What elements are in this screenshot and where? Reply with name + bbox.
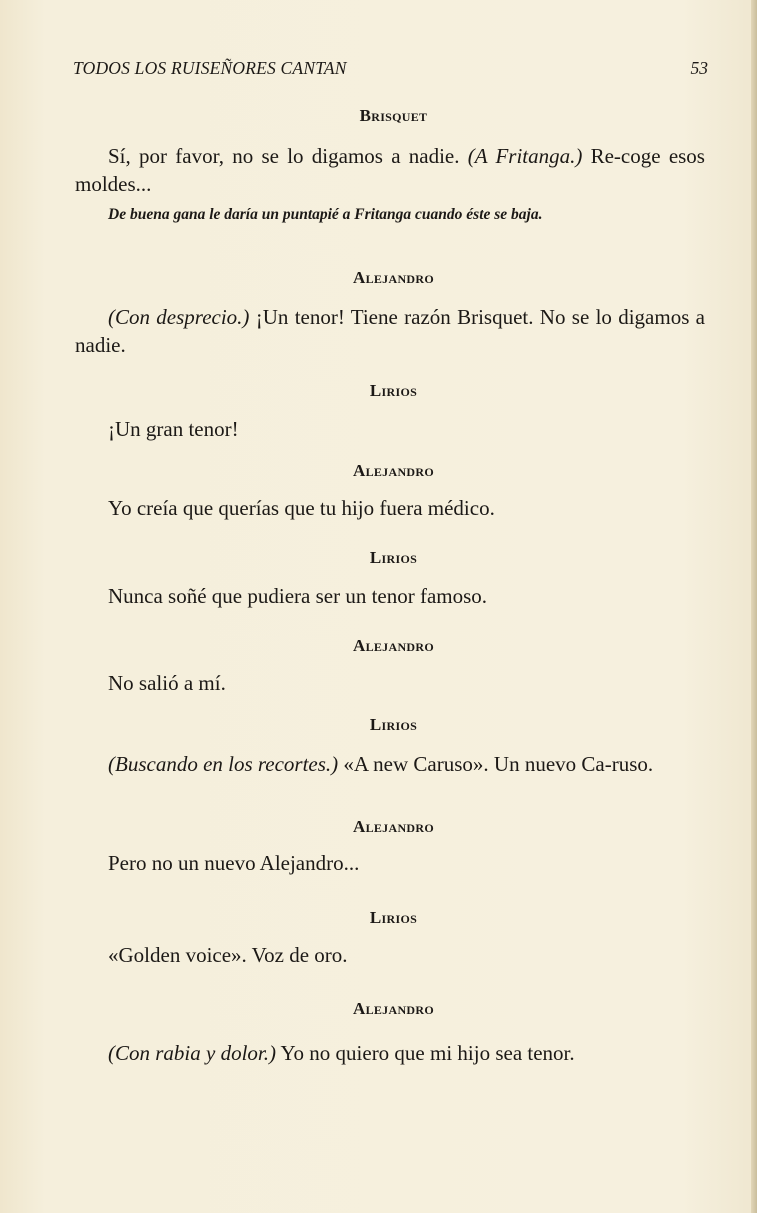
page-number: 53 [690,58,708,78]
dialogue-line: Nunca soñé que pudiera ser un tenor famoso. [108,584,488,608]
dialogue-line: «Golden voice». Voz de oro. [108,943,348,967]
page-edge [751,0,757,1213]
dialogue-text: Yo no quiero que mi hijo sea tenor. [276,1041,575,1065]
dialogue-text: «A new Caruso». Un nuevo Ca-ruso. [338,752,654,776]
speaker-name: Alejandro [353,817,434,836]
running-title: TODOS LOS RUISEÑORES CANTAN [73,58,347,78]
dialogue-line [75,303,705,359]
stage-direction: (Con desprecio.) [108,305,250,329]
dialogue-line: No salió a mí. [108,671,226,695]
stage-direction-block: De buena gana le daría un puntapié a Fritanga cuando éste se baja. [108,206,543,223]
speaker-name: Alejandro [353,461,434,480]
speaker-name: Lirios [369,548,418,567]
stage-direction: (Con rabia y dolor.) [108,1041,276,1065]
dialogue-line [75,142,705,198]
speaker-name: Alejandro [353,999,434,1018]
dialogue-line [75,750,705,778]
dialogue-text: ¡Un tenor! Tiene razón Brisquet. No se lo digamos a nadie. [75,305,705,357]
dialogue-line [75,1039,705,1067]
speaker-name: Lirios [369,908,418,927]
speaker-name: Alejandro [353,636,434,655]
dialogue-line: Pero no un nuevo Alejandro... [108,851,360,875]
dialogue-line: Yo creía que querías que tu hijo fuera médico. [108,496,495,520]
speaker-name: Brisquet [359,106,428,125]
speaker-name: Lirios [369,381,418,400]
stage-direction: (A Fritanga.) [467,144,583,168]
stage-direction: (Buscando en los recortes.) [108,752,339,776]
dialogue-text: Sí, por favor, no se lo digamos a nadie. [108,144,468,168]
dialogue-line: ¡Un gran tenor! [108,417,239,441]
dialogue-text: Re-coge esos moldes... [75,144,705,196]
speaker-name: Lirios [369,715,418,734]
speaker-name: Alejandro [353,268,434,287]
